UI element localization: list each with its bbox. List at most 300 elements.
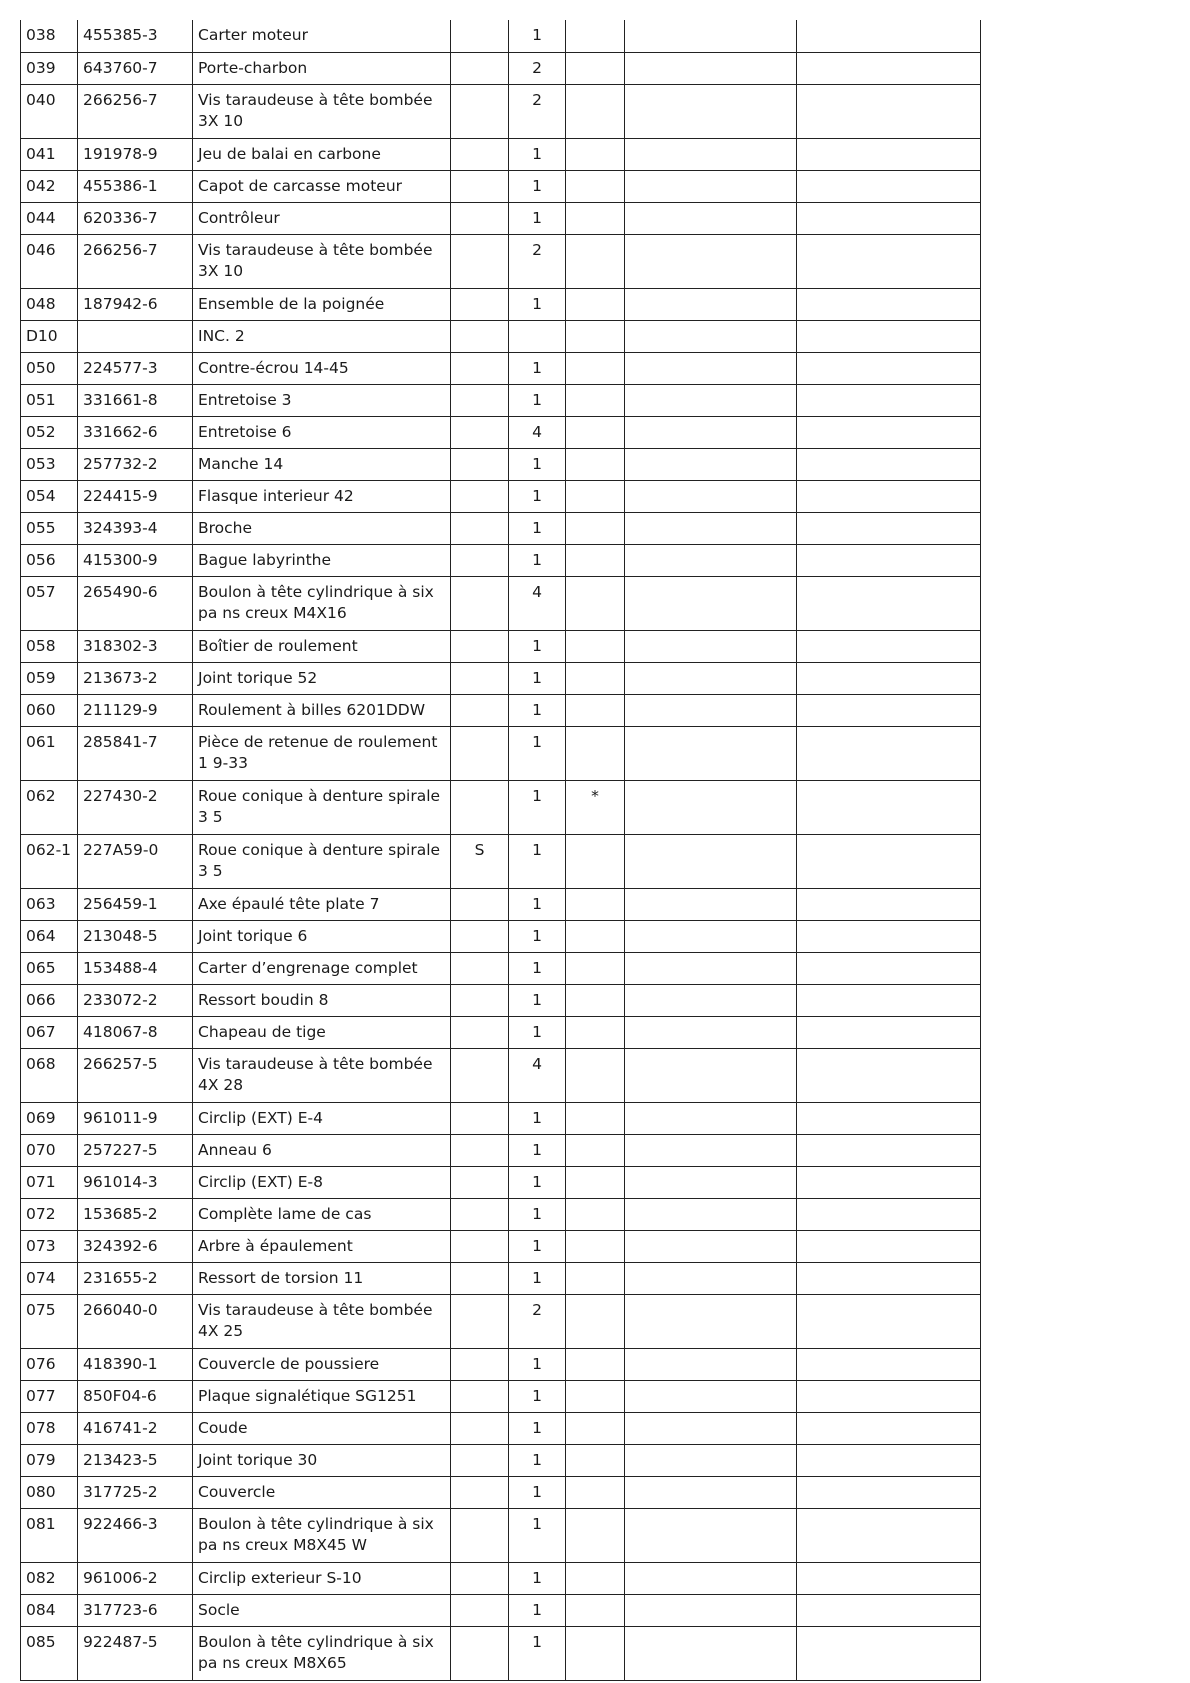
item-number-cell: 038 xyxy=(21,20,78,52)
table-row xyxy=(21,1562,981,1594)
supersession-cell xyxy=(451,544,509,576)
blank-cell xyxy=(625,234,797,288)
blank-cell xyxy=(797,1380,981,1412)
description-cell: Complète lame de cas xyxy=(193,1198,451,1230)
blank-cell xyxy=(797,448,981,480)
item-number-cell: 046 xyxy=(21,234,78,288)
note-mark-cell xyxy=(566,234,625,288)
blank-cell xyxy=(625,984,797,1016)
quantity-cell: 4 xyxy=(509,1048,566,1102)
item-number-cell: 054 xyxy=(21,480,78,512)
part-number-cell: 191978-9 xyxy=(78,138,193,170)
part-number-cell: 187942-6 xyxy=(78,288,193,320)
part-number-cell: 265490-6 xyxy=(78,576,193,630)
item-number-cell: 084 xyxy=(21,1594,78,1626)
note-mark-cell xyxy=(566,170,625,202)
blank-cell xyxy=(625,84,797,138)
blank-cell xyxy=(625,1594,797,1626)
item-number-cell: 085 xyxy=(21,1626,78,1680)
quantity-cell: 1 xyxy=(509,1230,566,1262)
item-number-cell: 082 xyxy=(21,1562,78,1594)
quantity-cell: 1 xyxy=(509,352,566,384)
supersession-cell xyxy=(451,480,509,512)
note-mark-cell xyxy=(566,1262,625,1294)
description-cell: Couvercle xyxy=(193,1476,451,1508)
table-row xyxy=(21,888,981,920)
blank-cell xyxy=(625,20,797,52)
quantity-cell: 1 xyxy=(509,1348,566,1380)
table-row xyxy=(21,512,981,544)
supersession-cell xyxy=(451,920,509,952)
blank-cell xyxy=(625,138,797,170)
description-cell: Bague labyrinthe xyxy=(193,544,451,576)
blank-cell xyxy=(625,170,797,202)
part-number-cell: 455386-1 xyxy=(78,170,193,202)
blank-cell xyxy=(625,1380,797,1412)
description-cell: Pièce de retenue de roulement 1 9-33 xyxy=(193,726,451,780)
table-row xyxy=(21,576,981,630)
blank-cell xyxy=(797,694,981,726)
item-number-cell: 075 xyxy=(21,1294,78,1348)
quantity-cell: 1 xyxy=(509,1594,566,1626)
quantity-cell: 1 xyxy=(509,726,566,780)
part-number-cell: 416741-2 xyxy=(78,1412,193,1444)
table-row xyxy=(21,1198,981,1230)
item-number-cell: 055 xyxy=(21,512,78,544)
supersession-cell xyxy=(451,576,509,630)
table-row xyxy=(21,1230,981,1262)
description-cell: Vis taraudeuse à tête bombée 3X 10 xyxy=(193,234,451,288)
item-number-cell: 066 xyxy=(21,984,78,1016)
description-cell: Coude xyxy=(193,1412,451,1444)
part-number-cell: 266256-7 xyxy=(78,234,193,288)
blank-cell xyxy=(625,1412,797,1444)
table-row xyxy=(21,1166,981,1198)
description-cell: Chapeau de tige xyxy=(193,1016,451,1048)
quantity-cell: 1 xyxy=(509,1412,566,1444)
note-mark-cell xyxy=(566,834,625,888)
blank-cell xyxy=(625,1294,797,1348)
supersession-cell xyxy=(451,1198,509,1230)
quantity-cell: 1 xyxy=(509,384,566,416)
quantity-cell: 1 xyxy=(509,1262,566,1294)
blank-cell xyxy=(797,984,981,1016)
quantity-cell: 1 xyxy=(509,1134,566,1166)
quantity-cell: 1 xyxy=(509,512,566,544)
part-number-cell: 213423-5 xyxy=(78,1444,193,1476)
part-number-cell: 415300-9 xyxy=(78,544,193,576)
blank-cell xyxy=(625,352,797,384)
note-mark-cell xyxy=(566,1508,625,1562)
part-number-cell: 922466-3 xyxy=(78,1508,193,1562)
table-row xyxy=(21,170,981,202)
note-mark-cell xyxy=(566,84,625,138)
blank-cell xyxy=(797,202,981,234)
description-cell: Carter d’engrenage complet xyxy=(193,952,451,984)
item-number-cell: 076 xyxy=(21,1348,78,1380)
description-cell: Vis taraudeuse à tête bombée 4X 25 xyxy=(193,1294,451,1348)
quantity-cell: 1 xyxy=(509,630,566,662)
part-number-cell: 418067-8 xyxy=(78,1016,193,1048)
quantity-cell: 1 xyxy=(509,1444,566,1476)
supersession-cell xyxy=(451,170,509,202)
part-number-cell: 257732-2 xyxy=(78,448,193,480)
part-number-cell: 318302-3 xyxy=(78,630,193,662)
supersession-cell xyxy=(451,984,509,1016)
blank-cell xyxy=(797,726,981,780)
description-cell: Ressort de torsion 11 xyxy=(193,1262,451,1294)
blank-cell xyxy=(625,1016,797,1048)
blank-cell xyxy=(797,1594,981,1626)
table-row xyxy=(21,1412,981,1444)
blank-cell xyxy=(797,1294,981,1348)
quantity-cell: 1 xyxy=(509,202,566,234)
blank-cell xyxy=(797,52,981,84)
item-number-cell: 072 xyxy=(21,1198,78,1230)
table-row xyxy=(21,320,981,352)
description-cell: Entretoise 3 xyxy=(193,384,451,416)
part-number-cell: 213673-2 xyxy=(78,662,193,694)
quantity-cell: 1 xyxy=(509,780,566,834)
part-number-cell: 324393-4 xyxy=(78,512,193,544)
description-cell: Circlip (EXT) E-8 xyxy=(193,1166,451,1198)
supersession-cell xyxy=(451,1444,509,1476)
supersession-cell xyxy=(451,202,509,234)
item-number-cell: 044 xyxy=(21,202,78,234)
note-mark-cell xyxy=(566,576,625,630)
supersession-cell xyxy=(451,1626,509,1680)
supersession-cell xyxy=(451,416,509,448)
quantity-cell xyxy=(509,320,566,352)
blank-cell xyxy=(797,1102,981,1134)
note-mark-cell xyxy=(566,20,625,52)
description-cell: Couvercle de poussiere xyxy=(193,1348,451,1380)
item-number-cell: 068 xyxy=(21,1048,78,1102)
item-number-cell: 050 xyxy=(21,352,78,384)
quantity-cell: 1 xyxy=(509,1626,566,1680)
table-row xyxy=(21,138,981,170)
item-number-cell: 061 xyxy=(21,726,78,780)
table-row xyxy=(21,234,981,288)
supersession-cell xyxy=(451,662,509,694)
item-number-cell: 073 xyxy=(21,1230,78,1262)
note-mark-cell xyxy=(566,1134,625,1166)
note-mark-cell xyxy=(566,1562,625,1594)
blank-cell xyxy=(625,288,797,320)
blank-cell xyxy=(797,1626,981,1680)
blank-cell xyxy=(625,694,797,726)
supersession-cell xyxy=(451,888,509,920)
note-mark-cell xyxy=(566,1626,625,1680)
table-row xyxy=(21,726,981,780)
parts-list xyxy=(20,20,980,1681)
part-number-cell: 922487-5 xyxy=(78,1626,193,1680)
supersession-cell xyxy=(451,1562,509,1594)
blank-cell xyxy=(797,920,981,952)
blank-cell xyxy=(797,512,981,544)
blank-cell xyxy=(625,952,797,984)
quantity-cell: 1 xyxy=(509,1198,566,1230)
quantity-cell: 2 xyxy=(509,84,566,138)
table-row xyxy=(21,288,981,320)
description-cell: INC. 2 xyxy=(193,320,451,352)
blank-cell xyxy=(797,888,981,920)
quantity-cell: 1 xyxy=(509,662,566,694)
blank-cell xyxy=(625,1262,797,1294)
blank-cell xyxy=(625,512,797,544)
item-number-cell: 077 xyxy=(21,1380,78,1412)
supersession-cell xyxy=(451,952,509,984)
blank-cell xyxy=(797,662,981,694)
supersession-cell xyxy=(451,1412,509,1444)
blank-cell xyxy=(625,1166,797,1198)
table-row xyxy=(21,780,981,834)
description-cell: Contrôleur xyxy=(193,202,451,234)
part-number-cell: 211129-9 xyxy=(78,694,193,726)
item-number-cell: 042 xyxy=(21,170,78,202)
blank-cell xyxy=(797,1198,981,1230)
supersession-cell xyxy=(451,1348,509,1380)
blank-cell xyxy=(625,576,797,630)
quantity-cell: 1 xyxy=(509,1508,566,1562)
note-mark-cell xyxy=(566,288,625,320)
supersession-cell xyxy=(451,448,509,480)
quantity-cell: 1 xyxy=(509,544,566,576)
quantity-cell: 1 xyxy=(509,1166,566,1198)
blank-cell xyxy=(625,1230,797,1262)
note-mark-cell: * xyxy=(566,780,625,834)
description-cell: Manche 14 xyxy=(193,448,451,480)
description-cell: Entretoise 6 xyxy=(193,416,451,448)
description-cell: Boulon à tête cylindrique à six pa ns creux M8X65 xyxy=(193,1626,451,1680)
supersession-cell xyxy=(451,352,509,384)
blank-cell xyxy=(625,52,797,84)
note-mark-cell xyxy=(566,1380,625,1412)
part-number-cell: 266256-7 xyxy=(78,84,193,138)
description-cell: Circlip (EXT) E-4 xyxy=(193,1102,451,1134)
description-cell: Jeu de balai en carbone xyxy=(193,138,451,170)
quantity-cell: 1 xyxy=(509,920,566,952)
blank-cell xyxy=(625,416,797,448)
quantity-cell: 1 xyxy=(509,20,566,52)
table-row xyxy=(21,1380,981,1412)
item-number-cell: 069 xyxy=(21,1102,78,1134)
note-mark-cell xyxy=(566,1444,625,1476)
blank-cell xyxy=(797,1134,981,1166)
table-row xyxy=(21,630,981,662)
description-cell: Carter moteur xyxy=(193,20,451,52)
quantity-cell: 1 xyxy=(509,288,566,320)
part-number-cell: 224415-9 xyxy=(78,480,193,512)
supersession-cell xyxy=(451,630,509,662)
part-number-cell: 257227-5 xyxy=(78,1134,193,1166)
note-mark-cell xyxy=(566,1166,625,1198)
note-mark-cell xyxy=(566,480,625,512)
supersession-cell xyxy=(451,234,509,288)
parts-table xyxy=(20,20,981,1681)
blank-cell xyxy=(625,1102,797,1134)
blank-cell xyxy=(797,170,981,202)
item-number-cell: 067 xyxy=(21,1016,78,1048)
blank-cell xyxy=(625,1476,797,1508)
table-row xyxy=(21,544,981,576)
part-number-cell: 233072-2 xyxy=(78,984,193,1016)
note-mark-cell xyxy=(566,1198,625,1230)
part-number-cell: 224577-3 xyxy=(78,352,193,384)
note-mark-cell xyxy=(566,662,625,694)
description-cell: Contre-écrou 14-45 xyxy=(193,352,451,384)
quantity-cell: 1 xyxy=(509,138,566,170)
blank-cell xyxy=(797,288,981,320)
description-cell: Roulement à billes 6201DDW xyxy=(193,694,451,726)
blank-cell xyxy=(625,384,797,416)
blank-cell xyxy=(625,1198,797,1230)
blank-cell xyxy=(625,448,797,480)
note-mark-cell xyxy=(566,1048,625,1102)
note-mark-cell xyxy=(566,1230,625,1262)
item-number-cell: 056 xyxy=(21,544,78,576)
blank-cell xyxy=(625,202,797,234)
note-mark-cell xyxy=(566,512,625,544)
table-row xyxy=(21,1444,981,1476)
quantity-cell: 1 xyxy=(509,952,566,984)
part-number-cell: 961006-2 xyxy=(78,1562,193,1594)
part-number-cell: 266257-5 xyxy=(78,1048,193,1102)
blank-cell xyxy=(797,1230,981,1262)
blank-cell xyxy=(625,1134,797,1166)
blank-cell xyxy=(797,384,981,416)
note-mark-cell xyxy=(566,1594,625,1626)
blank-cell xyxy=(797,138,981,170)
blank-cell xyxy=(625,544,797,576)
supersession-cell xyxy=(451,1594,509,1626)
blank-cell xyxy=(797,234,981,288)
blank-cell xyxy=(797,20,981,52)
part-number-cell: 153685-2 xyxy=(78,1198,193,1230)
part-number-cell xyxy=(78,320,193,352)
item-number-cell: 060 xyxy=(21,694,78,726)
supersession-cell xyxy=(451,1262,509,1294)
supersession-cell xyxy=(451,1166,509,1198)
description-cell: Axe épaulé tête plate 7 xyxy=(193,888,451,920)
quantity-cell: 4 xyxy=(509,576,566,630)
part-number-cell: 643760-7 xyxy=(78,52,193,84)
note-mark-cell xyxy=(566,544,625,576)
note-mark-cell xyxy=(566,1294,625,1348)
blank-cell xyxy=(797,952,981,984)
blank-cell xyxy=(797,1166,981,1198)
blank-cell xyxy=(797,320,981,352)
note-mark-cell xyxy=(566,52,625,84)
blank-cell xyxy=(797,544,981,576)
item-number-cell: 052 xyxy=(21,416,78,448)
table-row xyxy=(21,1626,981,1680)
quantity-cell: 1 xyxy=(509,448,566,480)
quantity-cell: 1 xyxy=(509,984,566,1016)
blank-cell xyxy=(797,1016,981,1048)
item-number-cell: 058 xyxy=(21,630,78,662)
part-number-cell: 324392-6 xyxy=(78,1230,193,1262)
item-number-cell: 081 xyxy=(21,1508,78,1562)
part-number-cell: 850F04-6 xyxy=(78,1380,193,1412)
supersession-cell xyxy=(451,694,509,726)
item-number-cell: 039 xyxy=(21,52,78,84)
supersession-cell xyxy=(451,1294,509,1348)
description-cell: Arbre à épaulement xyxy=(193,1230,451,1262)
item-number-cell: 057 xyxy=(21,576,78,630)
item-number-cell: 070 xyxy=(21,1134,78,1166)
blank-cell xyxy=(797,1508,981,1562)
item-number-cell: 078 xyxy=(21,1412,78,1444)
supersession-cell xyxy=(451,1134,509,1166)
note-mark-cell xyxy=(566,1016,625,1048)
supersession-cell xyxy=(451,1476,509,1508)
part-number-cell: 317725-2 xyxy=(78,1476,193,1508)
table-row xyxy=(21,202,981,234)
note-mark-cell xyxy=(566,1412,625,1444)
parts-table-body xyxy=(21,20,981,1680)
description-cell: Plaque signalétique SG1251 xyxy=(193,1380,451,1412)
description-cell: Boulon à tête cylindrique à six pa ns creux M4X16 xyxy=(193,576,451,630)
note-mark-cell xyxy=(566,352,625,384)
description-cell: Vis taraudeuse à tête bombée 3X 10 xyxy=(193,84,451,138)
table-row xyxy=(21,1348,981,1380)
blank-cell xyxy=(625,480,797,512)
blank-cell xyxy=(797,630,981,662)
blank-cell xyxy=(797,576,981,630)
part-number-cell: 961014-3 xyxy=(78,1166,193,1198)
note-mark-cell xyxy=(566,384,625,416)
quantity-cell: 1 xyxy=(509,694,566,726)
part-number-cell: 227A59-0 xyxy=(78,834,193,888)
item-number-cell: 062 xyxy=(21,780,78,834)
blank-cell xyxy=(797,352,981,384)
description-cell: Boulon à tête cylindrique à six pa ns creux M8X45 W xyxy=(193,1508,451,1562)
blank-cell xyxy=(625,1444,797,1476)
part-number-cell: 455385-3 xyxy=(78,20,193,52)
note-mark-cell xyxy=(566,920,625,952)
note-mark-cell xyxy=(566,630,625,662)
item-number-cell: 048 xyxy=(21,288,78,320)
quantity-cell: 4 xyxy=(509,416,566,448)
description-cell: Ensemble de la poignée xyxy=(193,288,451,320)
quantity-cell: 1 xyxy=(509,888,566,920)
description-cell: Vis taraudeuse à tête bombée 4X 28 xyxy=(193,1048,451,1102)
table-row xyxy=(21,694,981,726)
blank-cell xyxy=(625,1562,797,1594)
supersession-cell xyxy=(451,726,509,780)
description-cell: Joint torique 30 xyxy=(193,1444,451,1476)
description-cell: Broche xyxy=(193,512,451,544)
description-cell: Ressort boudin 8 xyxy=(193,984,451,1016)
part-number-cell: 231655-2 xyxy=(78,1262,193,1294)
table-row xyxy=(21,84,981,138)
supersession-cell xyxy=(451,1380,509,1412)
table-row xyxy=(21,834,981,888)
item-number-cell: 071 xyxy=(21,1166,78,1198)
blank-cell xyxy=(625,888,797,920)
quantity-cell: 1 xyxy=(509,1102,566,1134)
quantity-cell: 1 xyxy=(509,834,566,888)
note-mark-cell xyxy=(566,1476,625,1508)
part-number-cell: 213048-5 xyxy=(78,920,193,952)
part-number-cell: 153488-4 xyxy=(78,952,193,984)
quantity-cell: 1 xyxy=(509,1476,566,1508)
supersession-cell xyxy=(451,512,509,544)
item-number-cell: 053 xyxy=(21,448,78,480)
supersession-cell xyxy=(451,1016,509,1048)
blank-cell xyxy=(625,1508,797,1562)
